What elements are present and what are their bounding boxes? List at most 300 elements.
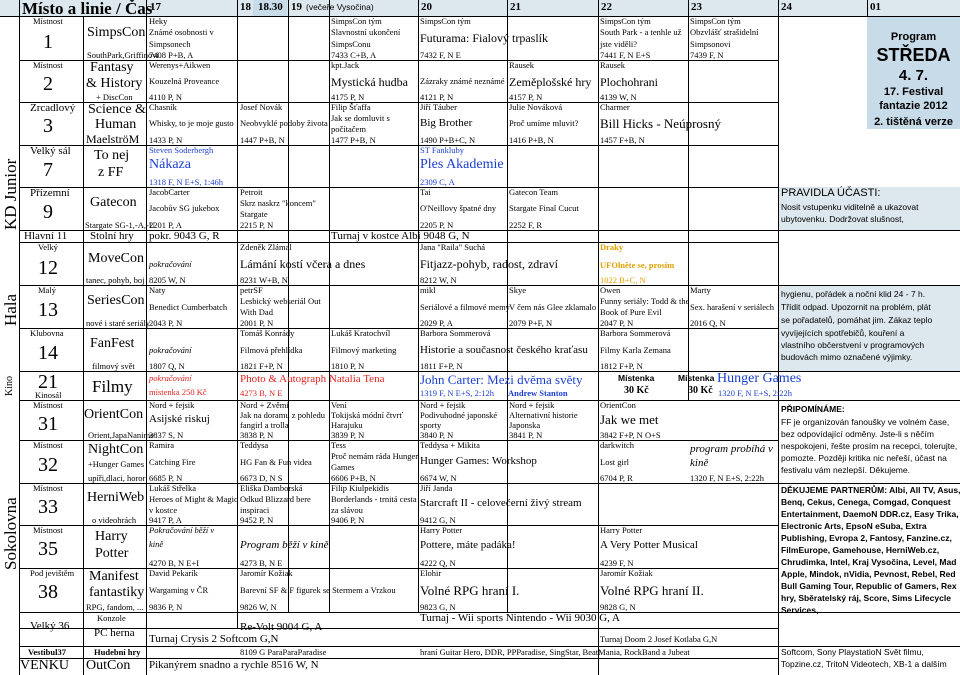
line-name: MoveCon: [88, 251, 144, 266]
speaker: Barbora Sommerová: [420, 328, 491, 338]
ticket-price: 30 Kč: [624, 385, 649, 396]
side-label-kd: KD Junior: [1, 158, 20, 230]
speaker: Vení: [331, 400, 347, 410]
talk-code: 2215 P, N: [240, 220, 274, 230]
speaker: SimpsCon tým: [690, 16, 741, 26]
speaker: Rausek: [600, 60, 626, 70]
time-18-30: 18.30: [258, 1, 283, 13]
talk-code: 1320 F, N E+S, 2:22h: [690, 473, 765, 483]
film-title: John Carter: Mezi dvěma světy: [420, 372, 583, 387]
partners-line: Bull Gaming Tour, Republic of Gamers, Rex: [781, 581, 957, 591]
line-sub: MaelströM: [86, 132, 140, 146]
header-title: Místo a linie / Čas: [22, 0, 153, 18]
room-number: 38: [38, 581, 58, 603]
time-22: 22: [601, 1, 612, 13]
talk-code: 2079 P+F, N: [509, 318, 553, 328]
event: 8109 G ParaParaParadise: [240, 647, 327, 657]
talk-title: Sex. harašení v seriálech: [690, 302, 775, 312]
note: program probíhá v: [690, 443, 773, 455]
room-number: 35: [38, 538, 58, 560]
room-number: 1: [43, 31, 53, 53]
talk-code: 2001 P, N: [240, 318, 274, 328]
rules-line: hygienu, pořádek a noční klid 24 - 7 h.: [781, 289, 926, 299]
line-name-2: Potter: [95, 546, 129, 561]
talk-title: Futurama: Fialový trpaslík: [420, 31, 548, 45]
talk-title: Starcraft II - celovečerní živý stream: [420, 497, 582, 509]
talk-code: 1319 F, N E+S, 2:12h: [420, 388, 495, 398]
talk-title-2: Book of Pure Evil: [600, 307, 662, 317]
room-label: Velký 36: [30, 620, 70, 632]
talk-code: 4270 B, N E+I: [149, 558, 200, 568]
talk-code: 4121 P, N: [420, 92, 454, 102]
rules-line: vyvíjejících spotřebičů, kouření a: [781, 328, 905, 338]
talk-code: 2201 P, A: [149, 220, 182, 230]
talk-code: 3840 P, N: [420, 430, 454, 440]
talk-code: 6685 P, N: [149, 473, 183, 483]
talk-title: Filmová přehlídka: [240, 345, 303, 355]
talk-code: 1416 P+B, N: [509, 135, 554, 145]
talk-code: 3842 F+P, N O+S: [600, 430, 661, 440]
speaker: Tomáš Konrády: [240, 328, 295, 338]
speaker: Filip Kiulpekidis: [331, 483, 389, 493]
talk-code: 3837 S, N: [149, 430, 184, 440]
talk-title: UFOlněte se, prosím: [600, 260, 675, 270]
speaker: Teddysa: [240, 440, 269, 450]
talk-title: Heroes of Might & Magic: [149, 494, 238, 504]
speaker: Heky: [149, 16, 168, 26]
speaker: Steven Soderbergh: [149, 145, 214, 155]
talk-code: 6606 P+B, N: [331, 473, 376, 483]
note-2: kině: [690, 457, 709, 469]
line-name: Gatecon: [90, 195, 137, 210]
partners-line: FilmEurope, Gamehouse, HerniWeb.cz,: [781, 545, 940, 555]
program-fest-2: fantazie 2012: [879, 100, 948, 112]
room-label: Klubovna: [30, 328, 64, 338]
remind-title: PŘIPOMÍNÁME:: [781, 404, 845, 414]
remind-line: bez odpovídající odměny. Jste-li s něčím: [781, 429, 934, 439]
speaker: Tai: [420, 187, 431, 197]
event-title: Photo & Autograph Natalia Tena: [240, 373, 385, 385]
room-label: Místnost: [33, 440, 63, 450]
event: hraní Guitar Hero, DDR, PPParadise, SingStar, BeatMania, RockBand a Jubeat: [420, 647, 690, 657]
room-label: Místnost: [33, 16, 63, 26]
ticket-label: Místenka: [618, 373, 655, 383]
line-name: Harry: [95, 529, 128, 544]
remind-line: nespokojeni, řešte prosím na recepci, tolerujte,: [781, 441, 958, 451]
talk-title: Slavnostní ukončení: [331, 27, 401, 37]
line-name-2: & History: [86, 76, 143, 91]
talk-title: Asijské riskuj: [149, 413, 210, 425]
talk-title: Známé osobnosti v: [149, 27, 214, 37]
room-number: 12: [38, 257, 58, 279]
talk-code: 2029 P, A: [420, 318, 453, 328]
talk-title: Filmový marketing: [331, 345, 397, 355]
speaker: Nord + fejsik: [149, 400, 195, 410]
talk-title: Volné RPG hraní II.: [600, 583, 704, 598]
talk-code: 1457 F+B, N: [600, 135, 645, 145]
speaker: Charmer: [600, 102, 630, 112]
talk-title: A Very Potter Musical: [600, 539, 698, 551]
line-name: Fantasy: [90, 60, 134, 75]
room-number: 9: [43, 201, 53, 223]
partners-line: Apple, Mindok, nVidia, Pevnost, Rebel, Red: [781, 569, 956, 579]
speaker: Julie Nováková: [509, 102, 563, 112]
speaker: Tess: [331, 440, 346, 450]
time-23: 23: [691, 1, 702, 13]
continuation: pokračování: [149, 259, 192, 269]
room-label: Malý: [38, 285, 56, 295]
talk-title: Funny seriály: Todd & the: [600, 296, 690, 306]
talk-code: 2047 P, N: [600, 318, 634, 328]
speaker: Elohir: [420, 568, 442, 578]
room-label: Zrcadlový: [30, 102, 76, 114]
film-title: Nákaza: [149, 157, 191, 172]
film-title: Hunger Games: [717, 371, 802, 386]
talk-title-2: Stargate: [240, 209, 268, 219]
rules-title: PRAVIDLA ÚČASTI:: [781, 187, 881, 199]
line-sub: Stargate SG-1,-A,-U: [85, 220, 155, 230]
talk-code: 4273 B, N E: [240, 388, 283, 398]
talk-title: Borderlands - trnitá cesta: [331, 494, 417, 504]
speaker: Nord + fejsik: [509, 400, 555, 410]
talk-title: Lost girl: [600, 457, 630, 467]
partners-line: Benq, Cekus, Cenega, Comgad, Conquest: [781, 497, 951, 507]
talk-title-2: v kostce: [149, 505, 178, 515]
talk-title: Lesbický webseriál Out: [240, 296, 321, 306]
talk-title: Neobvyklé podoby života: [240, 118, 328, 128]
talk-title: Jacobův SG jukebox: [149, 203, 220, 213]
rules-line: se pořadatelů, pomáhat jim. Zákaz teplo: [781, 315, 933, 325]
speaker: Rausek: [509, 60, 535, 70]
ticket-price: 30 Kč: [688, 385, 713, 396]
talk-title: Volné RPG hraní I.: [420, 583, 520, 598]
talk-code: 7439 F, N: [690, 50, 724, 60]
talk-title: Proč umíme mluvit?: [509, 118, 579, 128]
talk-title: Odkud Blizzard bere: [240, 494, 311, 504]
time-19: 19: [291, 1, 302, 13]
talk-code: 6704 P, R: [600, 473, 633, 483]
room-label: Kinosál: [35, 390, 62, 400]
talk-title: Benedict Cumberbatch: [149, 302, 228, 312]
speaker: SimpsCon tým: [600, 16, 651, 26]
talk-title-2: počítačem: [331, 124, 366, 134]
program-version: 2. tištěná verze: [874, 116, 953, 128]
line-name: SimpsCon: [87, 25, 146, 40]
talk-title: Jak we met: [600, 412, 659, 427]
line-name-2: Human: [95, 117, 137, 132]
speaker: Harry Potter: [420, 525, 463, 535]
talk-title-2: jste viděli?: [600, 39, 638, 49]
speaker: Owen: [600, 285, 621, 295]
talk-title: Zeměplošské hry: [509, 75, 592, 89]
line-name: Manifest: [89, 569, 139, 584]
speaker: Gatecon Team: [509, 187, 559, 197]
line-sub: filmový svět: [92, 361, 135, 371]
line-name: Hudební hry: [94, 647, 141, 657]
speaker: Lukáš Kratochvíl: [331, 328, 391, 338]
talk-title: Obzvlášť strašidelní: [690, 27, 759, 37]
speaker: Jiří Táuber: [420, 102, 457, 112]
program-title: Program: [890, 31, 937, 43]
talk-title: HG Fan & Fun videa: [240, 457, 312, 467]
talk-code: 9823 G, N: [420, 602, 456, 612]
talk-title: Alternativní historie: [509, 410, 578, 420]
note-2: kině: [149, 539, 164, 549]
talk-title: Wargaming v ČR: [149, 585, 209, 595]
talk-title: Proč nemám ráda Hunger: [331, 451, 419, 461]
room-label: Přízemní: [30, 187, 70, 199]
continuation: pokračování: [149, 345, 192, 355]
room-number: 33: [38, 496, 58, 518]
talk-code: 1490 P+B+C, N: [420, 135, 476, 145]
talk-code: 4273 B, N E: [240, 558, 283, 568]
room-label: Vestibul37: [28, 647, 66, 657]
tournament: Re-Volt 9004 G, A: [240, 621, 323, 633]
speaker: Eliška Damborská: [240, 483, 303, 493]
room-label: Místnost: [33, 60, 63, 70]
line-name: Konzole: [97, 613, 126, 623]
speaker: Draky: [600, 242, 624, 252]
remind-line: pomozte. Později kritika nic neřeší, účast na: [781, 453, 947, 463]
talk-code: 4175 P, N: [331, 92, 365, 102]
room-label: Velký: [38, 242, 58, 252]
speaker: Naty: [149, 285, 166, 295]
talk-code: 9406 P, N: [331, 515, 365, 525]
speaker: Werenys+Aikwen: [149, 60, 211, 70]
line-name-2: z FF: [98, 165, 124, 180]
speaker: Barbora Sommerová: [600, 328, 671, 338]
line-name: Science &: [88, 102, 146, 117]
talk-title: Bill Hicks - Neúprosný: [600, 116, 721, 131]
speaker: OrientCon: [600, 400, 636, 410]
speaker: SimpsCon tým: [331, 16, 382, 26]
room-label: Pod jevištěm: [30, 568, 75, 578]
talk-code: 1447 P+B, N: [240, 135, 285, 145]
talk-code: 9826 W, N: [240, 602, 277, 612]
speaker: kpt.Jack: [331, 60, 360, 70]
speaker: Lukáš Střelka: [149, 483, 196, 493]
rules-line: budovách mimo označené výjimky.: [781, 352, 913, 362]
talk-code: 3839 P, N: [331, 430, 365, 440]
room-number: 13: [38, 299, 58, 321]
sponsors-line: Softcom, Sony PlaystatioN Svět filmu,: [781, 647, 924, 657]
tournament: Turnaj Crysis 2 Softcom G,N: [149, 633, 279, 645]
talk-code: 1807 Q, N: [149, 361, 185, 371]
speaker: darkwitch: [600, 440, 634, 450]
tournament: Turnaj v kostce Albi 9048 G, N: [331, 230, 470, 242]
talk-title-2: SimpsConu: [331, 39, 371, 49]
room-label: VENKU: [20, 658, 69, 673]
talk-title: Fitjazz-pohyb, radost, zdraví: [420, 257, 558, 271]
talk-code: 1810 P, N: [331, 361, 365, 371]
talk-code: 1477 P+B, N: [331, 135, 376, 145]
talk-title: O'Neillovy špatné dny: [420, 203, 497, 213]
talk-code: 9417 P, A: [149, 515, 182, 525]
room-number: 14: [38, 342, 58, 364]
talk-code: 3841 P, N: [509, 430, 543, 440]
talk-code: 2205 P, N: [420, 220, 454, 230]
talk-title: Big Brother: [420, 117, 473, 129]
continuation: pokr. 9043 G, R: [149, 230, 220, 242]
speaker: Jaromír Kožiak: [600, 568, 653, 578]
rules-line: ubytovenku. Dodržovat slušnost,: [781, 214, 904, 224]
director: Andrew Stanton: [508, 388, 568, 398]
talk-title: Pottere, máte padáka!: [420, 539, 516, 551]
talk-code: 7433 C+B, A: [331, 50, 377, 60]
talk-title: V čem nás Glee zklamalo: [509, 302, 597, 312]
speaker: Marty: [690, 285, 711, 295]
talk-code: 9828 G, N: [600, 602, 636, 612]
line-name: OrientCon: [84, 407, 144, 422]
talk-title: Plochohrani: [600, 75, 658, 89]
talk-title-2: fangirl a trolla: [240, 420, 289, 430]
line-name: NightCon: [88, 442, 144, 457]
line-sub: o videohrách: [92, 515, 137, 525]
talk-title: Historie a současnost českého kraťasu: [420, 344, 588, 356]
line-sub: + DiscCon: [96, 92, 133, 102]
talk-title: Barevní SF & F figurek se Stermem a Vrzkou: [240, 585, 396, 595]
talk-title: Catching Fire: [149, 457, 196, 467]
talk-title-2: With Dad: [240, 307, 273, 317]
talk-code: 1812 F+P, N: [600, 361, 643, 371]
talk-code: 8231 W+B, N: [240, 275, 288, 285]
speaker: Josef Novák: [240, 102, 283, 112]
speaker: mikl: [420, 285, 436, 295]
remind-line: festivalu vám nezlepší. Děkujeme.: [781, 465, 910, 475]
rules-line: vlastního občerstvení v programových: [781, 340, 925, 350]
talk-title: Kouzelná Proveance: [149, 76, 220, 86]
talk-code: 9836 P, N: [149, 602, 183, 612]
talk-title: Zázraky známé neznámé: [420, 76, 505, 86]
talk-title: Filmy Karla Zemana: [600, 345, 671, 355]
line-name: PC herna: [94, 627, 135, 639]
line-name: FanFest: [90, 336, 135, 351]
program-day: STŘEDA: [876, 45, 951, 65]
talk-code: 1022 B+C, N: [600, 275, 646, 285]
speaker: Jana "Raila" Suchá: [420, 242, 486, 252]
line-name: SeriesCon: [87, 293, 145, 308]
talk-code: 1320 F, N E+S, 2:22h: [718, 388, 793, 398]
program-fest-1: 17. Festival: [883, 86, 944, 98]
speaker: Ramira: [149, 440, 175, 450]
line-name: To nej: [94, 148, 130, 163]
room-label: Místnost: [33, 525, 63, 535]
talk-title-2: Japonska: [509, 420, 541, 430]
talk-title: Whisky, to je moje gusto: [149, 118, 234, 128]
speaker: Jiří Janda: [420, 483, 453, 493]
talk-title: Seriálové a filmové memy: [420, 302, 510, 312]
talk-title: Jak se domluvit s: [331, 113, 390, 123]
talk-code: 2016 Q, N: [690, 318, 726, 328]
line-name-2: +Hunger Games: [88, 459, 145, 469]
talk-code: 4239 F, N: [600, 558, 634, 568]
room-number: 31: [38, 413, 58, 435]
talk-code: 1811 F+P, N: [420, 361, 463, 371]
talk-code: 4222 Q, N: [420, 558, 456, 568]
talk-code: 7408 P+B, A: [149, 50, 194, 60]
continuation: pokračování: [149, 373, 192, 383]
speaker: Petroit: [240, 187, 263, 197]
line-sub: Orient,JapaNanime: [88, 430, 154, 440]
talk-code: 4139 W, N: [600, 92, 637, 102]
room-label: Hlavní 11: [24, 230, 68, 242]
talk-title-2: inspiraci: [240, 505, 270, 515]
talk-title: Stargate Final Cucut: [509, 203, 579, 213]
partners-line: hry, Sběratelský ráj, Score, Sims Lifecycle: [781, 593, 951, 603]
room-label: Velký sál: [30, 145, 71, 157]
talk-code: 4157 P, N: [509, 92, 543, 102]
talk-code: 1318 F, N E+S, 1:46h: [149, 177, 224, 187]
speaker: SimpsCon tým: [420, 16, 471, 26]
line-sub: upíři,dlaci, horor: [88, 473, 146, 483]
room-label: Místnost: [33, 483, 63, 493]
sponsors-line: Topzine.cz, TritoN Videotech, XB-1 a dalším: [781, 659, 947, 669]
talk-code: 6673 D, N S: [240, 473, 283, 483]
time-21: 21: [510, 1, 521, 13]
rules-line: Třídit odpad. Upozornit na problém, plát: [781, 302, 931, 312]
talk-title-2: Simpsonech: [149, 39, 191, 49]
talk-title: Podivuhodné japonské: [420, 410, 498, 420]
time-24: 24: [781, 1, 792, 13]
remind-line: FF je organizován fanoušky ve volném čase,: [781, 417, 950, 427]
time-20: 20: [421, 1, 432, 13]
event: Pikanýrem snadno a rychle 8516 W, N: [149, 659, 319, 671]
line-sub: tanec, pohyb, boj: [86, 275, 145, 285]
talk-code: 2043 P, N: [149, 318, 183, 328]
line-sub: SouthPark,Griffinovi: [87, 50, 159, 60]
talk-code: 7441 F, N E+S: [600, 50, 651, 60]
speaker: Nord + Zvěmi: [240, 400, 289, 410]
note: Program běží v kině: [240, 539, 329, 551]
note: Pokračování běží v: [149, 525, 215, 535]
room-number: 32: [38, 454, 58, 476]
line-name: Stolní hry: [90, 230, 134, 242]
line-name: OutCon: [86, 658, 131, 673]
side-label-kino: Kino: [4, 376, 15, 396]
tournament: Turnaj Doom 2 Josef Kotlaba G,N: [600, 634, 718, 644]
time-17: 17: [150, 1, 161, 13]
talk-title-2: Simpsonovi: [690, 39, 731, 49]
speaker: David Pekarík: [149, 568, 198, 578]
talk-title-2: sporty: [420, 420, 442, 430]
room-number: 21: [38, 371, 58, 393]
tournament: Turnaj - Wii sports Nintendo - Wii 9030 G, A: [420, 612, 620, 624]
speaker: Chasník: [149, 102, 177, 112]
room-number: 2: [43, 73, 53, 95]
line-name: HerniWeb: [87, 490, 145, 505]
speaker: Zdeněk Zlámal: [240, 242, 292, 252]
partners-line: Electronic Arts, EpsoN eSuba, Extra: [781, 521, 927, 531]
talk-code: 1433 P, N: [149, 135, 183, 145]
speaker: Harry Potter: [600, 525, 643, 535]
talk-code: 8212 W, N: [420, 275, 457, 285]
partners-title: DĚKUJEME PARTNERŮM: Albi, All TV, Asus,: [781, 485, 960, 495]
talk-code: 2252 F, R: [509, 220, 543, 230]
speaker: Jaromír Kožiak: [240, 568, 293, 578]
line-name-2: fantastiky: [89, 585, 145, 600]
talk-title: Lámání kostí včera a dnes: [240, 257, 366, 271]
talk-code: 3838 P, N: [240, 430, 274, 440]
talk-title: South Park - a tenhle už: [600, 27, 682, 37]
speaker: JacobCarter: [149, 187, 190, 197]
talk-title-2: Harajuku: [331, 420, 363, 430]
talk-title-2: Games: [331, 462, 355, 472]
talk-title: Mystická hudba: [331, 75, 408, 89]
partners-line: Entertainment, DaemoN DDR.cz, Easy Trika,: [781, 509, 959, 519]
partners-line: Services,: [781, 605, 819, 615]
talk-title: Tokijská módní čtvrť: [331, 410, 403, 420]
side-label-sokolovna: Sokolovna: [1, 497, 20, 570]
